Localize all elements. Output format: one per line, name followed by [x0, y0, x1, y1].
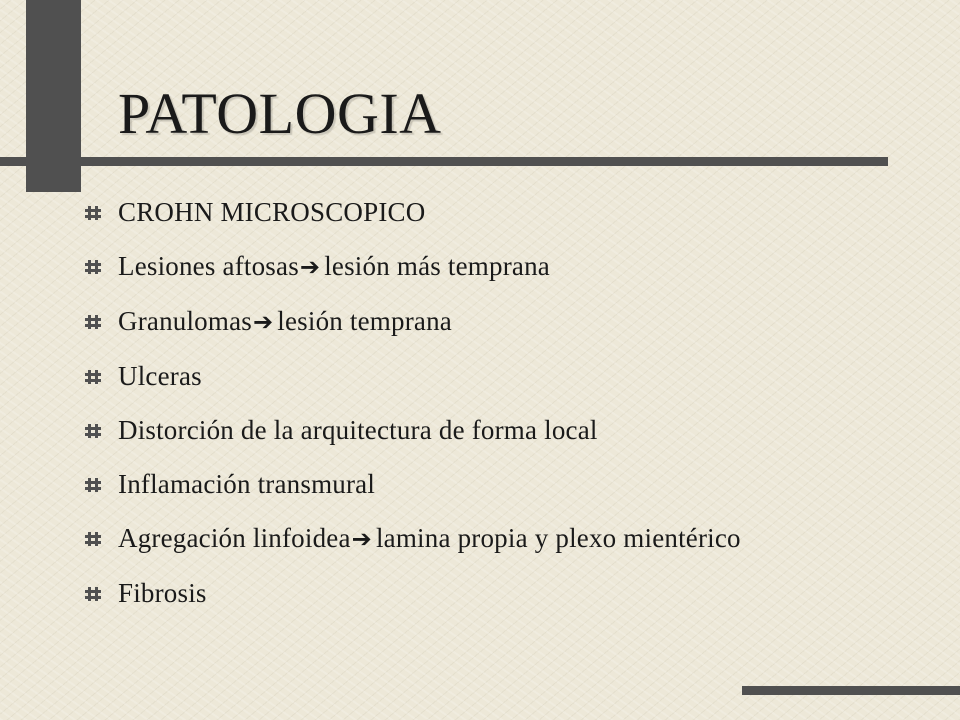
arrow-icon: ➔ [252, 308, 274, 336]
bullet-text-after: lesión temprana [277, 306, 452, 336]
bullet-item-fibrosis [118, 577, 918, 609]
bullet-item-distorcion [118, 414, 918, 446]
bullet-text: Fibrosis [118, 578, 207, 608]
bullet-text-after: lesión más temprana [324, 251, 550, 281]
slide-title: PATOLOGIA [118, 81, 442, 146]
bullet-text: Ulceras [118, 361, 202, 391]
bullet-text: Agregación linfoidea [118, 523, 351, 553]
arrow-icon: ➔ [299, 253, 321, 281]
hash-bullet-icon [85, 478, 101, 492]
hash-bullet-icon [85, 206, 101, 220]
hash-bullet-icon [85, 370, 101, 384]
hash-bullet-icon [85, 315, 101, 329]
arrow-icon: ➔ [351, 525, 372, 553]
bullet-text: Lesiones aftosas [118, 251, 299, 281]
bullet-text: Distorción de la arquitectura de forma local [118, 415, 598, 445]
bullet-item-granulomas [118, 305, 918, 338]
bullet-text-after: lamina propia y plexo mientérico [375, 523, 741, 553]
bullet-item-inflamacion [118, 468, 918, 500]
bullet-list [118, 196, 918, 631]
hash-bullet-icon [85, 424, 101, 438]
hash-bullet-icon [85, 532, 101, 546]
bullet-text: Inflamación transmural [118, 469, 376, 499]
title-divider-line [0, 157, 888, 166]
bullet-item-ulceras [118, 360, 918, 392]
bullet-item-agregacion [118, 522, 918, 555]
bullet-text: CROHN MICROSCOPICO [118, 197, 426, 227]
bottom-divider-line [742, 686, 960, 695]
hash-bullet-icon [85, 260, 101, 274]
bullet-text: Granulomas [118, 306, 252, 336]
hash-bullet-icon [85, 587, 101, 601]
bullet-item-lesiones [118, 250, 918, 283]
bullet-item-crohn [118, 196, 918, 228]
